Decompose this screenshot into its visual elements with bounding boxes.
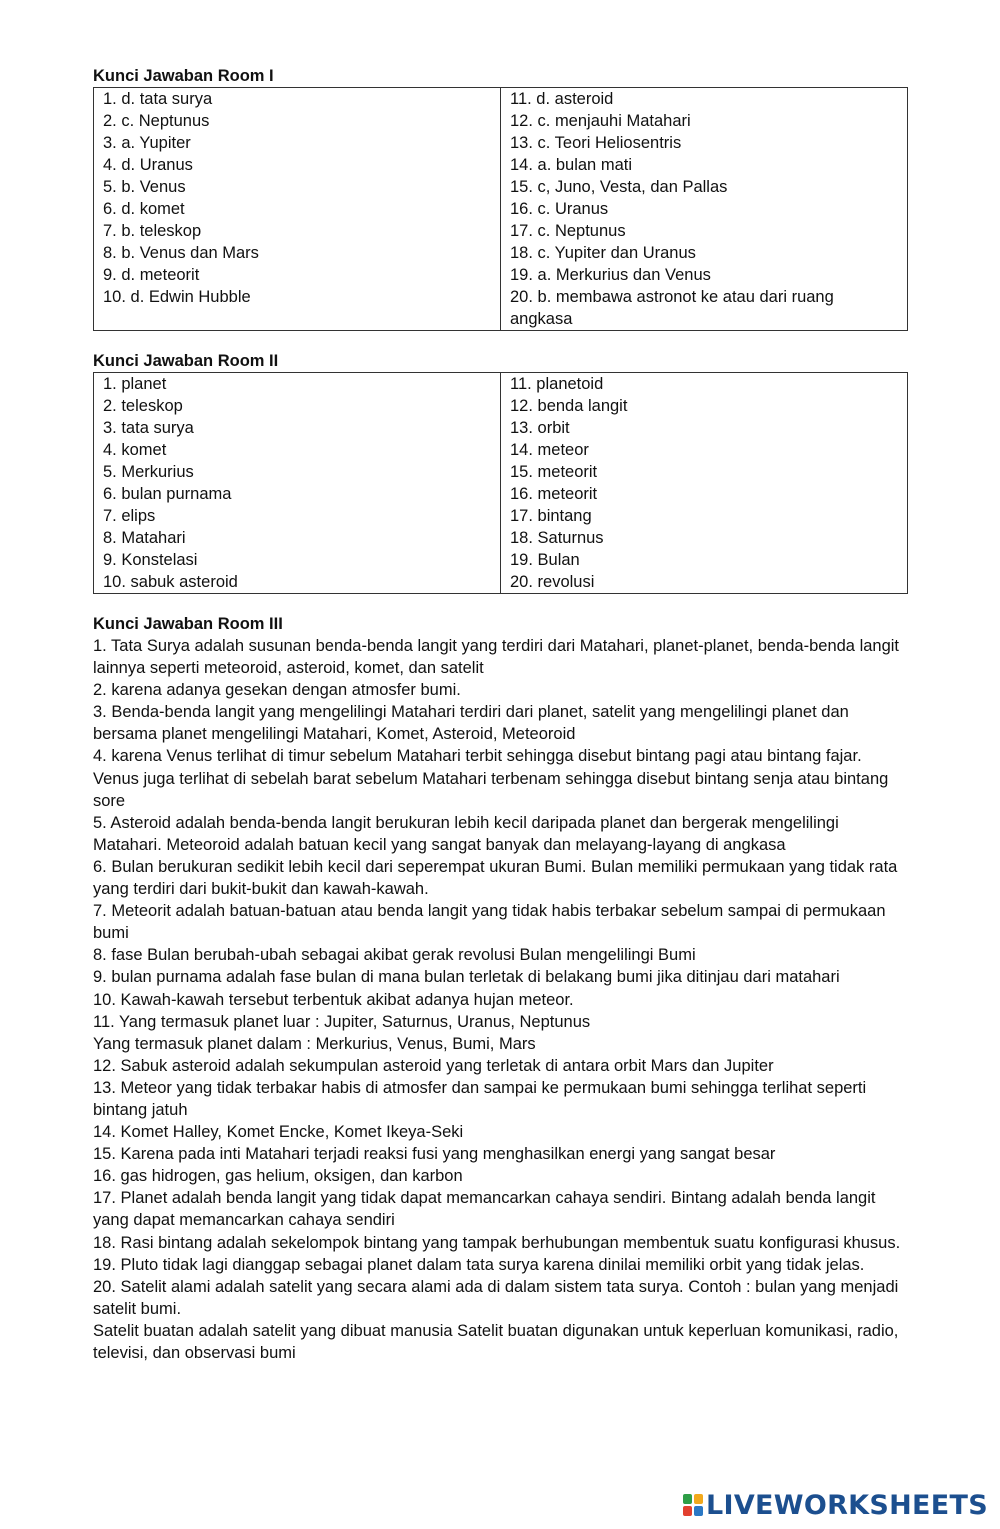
answer-item: 5. b. Venus [103,178,186,196]
answer-paragraph: Yang termasuk planet dalam : Merkurius, Venus, Bumi, Mars [93,1034,536,1053]
answer-paragraph: 18. Rasi bintang adalah sekelompok bintang yang tampak berhubungan membentuk suatu konfigurasi khusus. [93,1233,901,1252]
answer-paragraph: 13. Meteor yang tidak terbakar habis di atmosfer dan sampai ke permukaan bumi sehingga terlihat seperti bintang jatuh [93,1078,867,1119]
answer-item: 10. sabuk asteroid [103,573,238,591]
answer-item: 12. benda langit [510,397,628,415]
answer-item: 2. c. Neptunus [103,112,210,130]
room1-table [93,87,908,331]
answer-paragraph: 1. Tata Surya adalah susunan benda-benda langit yang terdiri dari Matahari, planet-planet, benda-benda langit lainnya seperti meteoroid, asteroid, komet, dan satelit [93,637,900,678]
answer-item: 17. bintang [510,507,592,525]
answer-item: 7. elips [103,507,156,525]
answer-item: 13. c. Teori Heliosentris [510,134,682,152]
logo-square-green [683,1494,692,1504]
room1-right-column [501,88,908,331]
answer-item: 4. d. Uranus [103,156,193,174]
answer-paragraph: 3. Benda-benda langit yang mengelilingi Matahari terdiri dari planet, satelit yang mengelilingi planet dan bersama planet mengelilingi Matahari, Komet, Asteroid, Meteoroid [93,703,849,744]
answer-item: 15. meteorit [510,463,598,481]
answer-paragraph: 20. Satelit alami adalah satelit yang secara alami ada di dalam sistem tata surya. Contoh : bulan yang menjadi satelit bumi. [93,1277,899,1318]
room2-title: Kunci Jawaban Room II [93,352,279,370]
answer-paragraph: 14. Komet Halley, Komet Encke, Komet Ikeya-Seki [93,1123,464,1142]
answer-item: 18. Saturnus [510,529,604,547]
room2-table [93,372,908,594]
room2-right-column [501,373,908,594]
answer-item: 3. tata surya [103,419,194,437]
answer-item: 12. c. menjauhi Matahari [510,112,691,130]
answer-item: 15. c, Juno, Vesta, dan Pallas [510,178,728,196]
answer-paragraph: 10. Kawah-kawah tersebut terbentuk akibat adanya hujan meteor. [93,990,574,1009]
liveworksheets-logo[interactable] [683,1488,988,1522]
answer-item: 19. Bulan [510,551,580,569]
answer-paragraph: 2. karena adanya gesekan dengan atmosfer bumi. [93,681,461,700]
answer-item: 13. orbit [510,419,570,437]
logo-square-orange [694,1494,703,1504]
answer-item: 2. teleskop [103,397,183,415]
answer-item: 17. c. Neptunus [510,222,626,240]
room1-title: Kunci Jawaban Room I [93,67,274,85]
answer-paragraph: 15. Karena pada inti Matahari terjadi reaksi fusi yang menghasilkan energi yang sangat besar [93,1145,776,1164]
room2-left-column [94,373,501,594]
room1-left-column [94,88,501,331]
answer-item: 10. d. Edwin Hubble [103,288,251,306]
answer-item: 20. b. membawa astronot ke atau dari ruang angkasa [510,288,834,328]
logo-text: LIVEWORKSHEETS [705,1489,988,1521]
answer-item: 6. d. komet [103,200,185,218]
answer-paragraph: 19. Pluto tidak lagi dianggap sebagai planet dalam tata surya karena dinilai memiliki orbit yang tidak jelas. [93,1255,865,1274]
answer-paragraph: 16. gas hidrogen, gas helium, oksigen, dan karbon [93,1167,463,1186]
room3-answers [93,635,908,1364]
answer-item: 16. c. Uranus [510,200,609,218]
logo-square-blue [694,1506,703,1516]
answer-item: 4. komet [103,441,167,459]
answer-item: 19. a. Merkurius dan Venus [510,266,711,284]
answer-paragraph: 7. Meteorit adalah batuan-batuan atau benda langit yang tidak habis terbakar sebelum sampai di permukaan bumi [93,902,886,943]
liveworksheets-logo-icon [683,1494,703,1516]
answer-item: 20. revolusi [510,573,595,591]
answer-item: 16. meteorit [510,485,598,503]
answer-paragraph: Satelit buatan adalah satelit yang dibuat manusia Satelit buatan digunakan untuk keperluan komunikasi, radio, televisi, dan observasi bumi [93,1321,899,1362]
answer-item: 14. meteor [510,441,589,459]
answer-item: 1. d. tata surya [103,90,213,108]
answer-item: 9. d. meteorit [103,266,200,284]
answer-paragraph: 8. fase Bulan berubah-ubah sebagai akibat gerak revolusi Bulan mengelilingi Bumi [93,946,696,965]
answer-item: 8. Matahari [103,529,186,547]
answer-paragraph: 12. Sabuk asteroid adalah sekumpulan asteroid yang terletak di antara orbit Mars dan Jupiter [93,1056,774,1075]
answer-paragraph: 6. Bulan berukuran sedikit lebih kecil dari seperempat ukuran Bumi. Bulan memiliki permukaan yang tidak rata yang terdiri dari bukit-bukit dan kawah-kawah. [93,857,898,899]
answer-item: 6. bulan purnama [103,485,232,503]
room3-title: Kunci Jawaban Room III [93,615,283,633]
answer-item: 7. b. teleskop [103,222,202,240]
answer-paragraph: 5. Asteroid adalah benda-benda langit berukuran lebih kecil daripada planet dan bergerak mengelilingi Matahari. Meteoroid adalah batuan kecil yang sangat banyak dan melayang-layang di angkasa [93,813,839,854]
answer-paragraph: 9. bulan purnama adalah fase bulan di mana bulan terletak di belakang bumi jika ditinjau dari matahari [93,968,840,987]
logo-square-red [683,1506,692,1516]
answer-item: 11. planetoid [510,375,604,393]
answer-item: 9. Konstelasi [103,551,198,569]
answer-item: 14. a. bulan mati [510,156,632,174]
answer-paragraph: 11. Yang termasuk planet luar : Jupiter, Saturnus, Uranus, Neptunus [93,1012,591,1031]
answer-item: 5. Merkurius [103,463,194,481]
answer-item: 11. d. asteroid [510,90,614,108]
answer-item: 1. planet [103,375,167,393]
answer-paragraph: 4. karena Venus terlihat di timur sebelum Matahari terbit sehingga disebut bintang pagi atau bintang fajar. Venus juga terlihat di sebelah barat sebelum Matahari terbenam sehingga disebut bintang senja atau bintang sore [93,747,889,810]
answer-item: 8. b. Venus dan Mars [103,244,259,262]
answer-key-page [93,66,908,1364]
answer-item: 18. c. Yupiter dan Uranus [510,244,696,262]
answer-paragraph: 17. Planet adalah benda langit yang tidak dapat memancarkan cahaya sendiri. Bintang adalah benda langit yang dapat memancarkan cahaya sendiri [93,1189,876,1230]
answer-item: 3. a. Yupiter [103,134,191,152]
